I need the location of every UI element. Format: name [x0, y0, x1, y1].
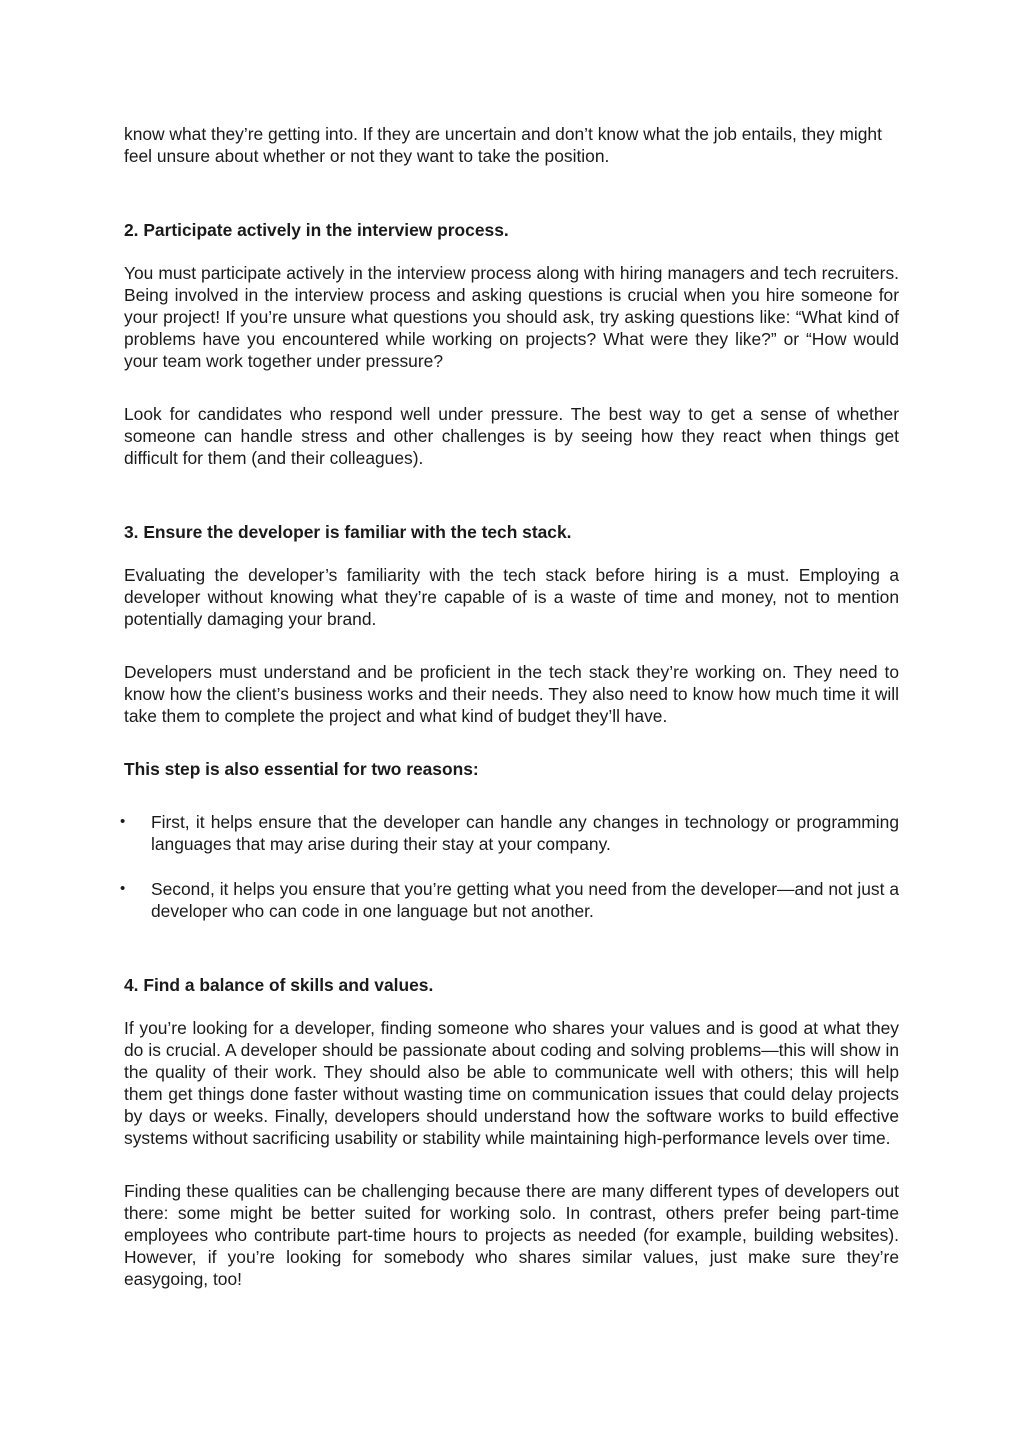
- section-3-subheading: This step is also essential for two reasons:: [124, 759, 479, 779]
- intro-paragraph: know what they’re getting into. If they are uncertain and don’t know what the job entails, they might feel unsure about whether or not they want to take the position.: [124, 124, 882, 166]
- list-item: [120, 811, 899, 855]
- reasons-list: [120, 811, 899, 922]
- section-4-paragraph-1: If you’re looking for a developer, finding someone who shares your values and is good at what they do is crucial. A developer should be passionate about coding and solving problems—this will show in the quality of their work. They should also be able to communicate well with others; this will help them get things done faster without wasting time on communication issues that could delay projects by days or weeks. Finally, developers should understand how the software works to build effective systems without sacrificing usability or stability while maintaining high-performance levels over time.: [124, 1018, 899, 1148]
- section-2-paragraph-1: You must participate actively in the interview process along with hiring managers and tech recruiters. Being involved in the interview process and asking questions is crucial when you hire someone for your project! If you’re unsure what questions you should ask, try asking questions like: “What kind of problems have you encountered while working on projects? What were they like?” or “How would your team work together under pressure?: [124, 263, 899, 371]
- section-4-paragraph-2: Finding these qualities can be challenging because there are many different types of developers out there: some might be better suited for working solo. In contrast, others prefer being part-time employees who contribute part-time hours to projects as needed (for example, building websites). However, if you’re looking for somebody who shares similar values, just make sure they’re easygoing, too!: [124, 1181, 899, 1289]
- section-4-heading: 4. Find a balance of skills and values.: [124, 975, 434, 995]
- document-page: [120, 123, 899, 1290]
- list-item: [120, 878, 899, 922]
- list-item-text: First, it helps ensure that the developer can handle any changes in technology or programming languages that may arise during their stay at your company.: [151, 812, 899, 854]
- section-2-paragraph-2: Look for candidates who respond well under pressure. The best way to get a sense of whether someone can handle stress and other challenges is by seeing how they react when things get difficult for them (and their colleagues).: [124, 404, 899, 468]
- section-3-paragraph-2: Developers must understand and be proficient in the tech stack they’re working on. They need to know how the client’s business works and their needs. They also need to know how much time it will take them to complete the project and what kind of budget they’ll have.: [124, 662, 899, 726]
- section-3-heading: 3. Ensure the developer is familiar with the tech stack.: [124, 522, 572, 542]
- bullet-icon: •: [120, 813, 126, 830]
- list-item-text: Second, it helps you ensure that you’re getting what you need from the developer—and not just a developer who can code in one language but not another.: [151, 879, 899, 921]
- section-2-heading: 2. Participate actively in the interview process.: [124, 220, 509, 240]
- section-3-paragraph-1: Evaluating the developer’s familiarity with the tech stack before hiring is a must. Employing a developer without knowing what they’re capable of is a waste of time and money, not to mention potentially damaging your brand.: [124, 565, 899, 629]
- bullet-icon: •: [120, 880, 126, 897]
